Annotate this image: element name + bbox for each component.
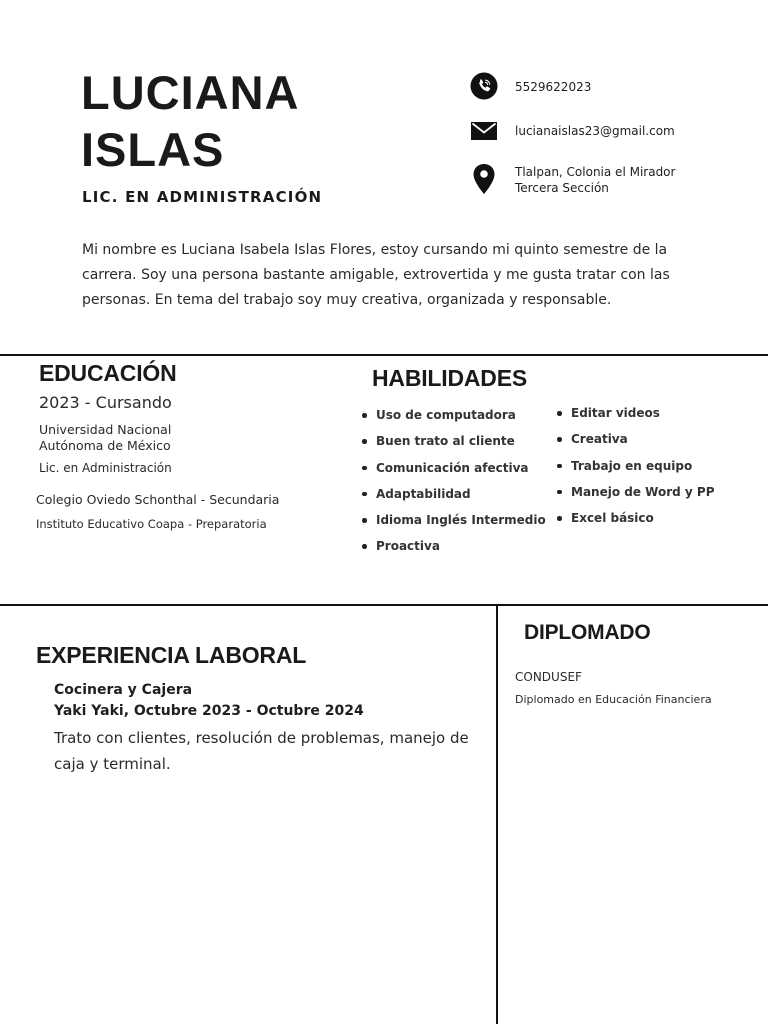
contact-phone [468,70,758,102]
skills-list-1 [360,407,546,565]
school-prep: Instituto Educativo Coapa - Preparatoria [36,517,267,531]
name-first: LUCIANA [81,66,300,119]
skill-item: Comunicación afectiva [360,460,546,486]
skill-item: Manejo de Word y PP [555,484,715,510]
divider-vertical [496,605,498,1024]
skills-list-2 [555,405,715,536]
education-period: 2023 - Cursando [39,393,172,412]
phone-icon [468,70,500,102]
skill-item: Creativa [555,431,715,457]
diploma-heading: DIPLOMADO [524,621,651,644]
profile-summary: Mi nombre es Luciana Isabela Islas Flores, estoy cursando mi quinto semestre de la carrera. Soy una persona bastante amigable, extrovertida y me gusta tratar con las personas. En tema del trabajo soy muy creativa, organizada y responsable. [82,242,670,308]
skill-item: Editar videos [555,405,715,431]
job-description: Trato con clientes, resolución de problemas, manejo de caja y terminal. [54,729,469,773]
education-heading: EDUCACIÓN [39,360,177,386]
email-address[interactable]: lucianaislas23@gmail.com [515,124,675,138]
job-title: Cocinera y Cajera [54,682,193,698]
address-line-1: Tlalpan, Colonia el Mirador [515,165,676,179]
skill-item: Adaptabilidad [360,486,546,512]
professional-title: LIC. EN ADMINISTRACIÓN [82,188,323,206]
skill-item: Idioma Inglés Intermedio [360,512,546,538]
divider-top [0,354,768,356]
experience-heading: EXPERIENCIA LABORAL [36,642,307,668]
address-text [515,163,675,196]
contact-email [468,115,758,147]
address-line-2: Tercera Sección [515,181,609,195]
university-line-1: Universidad Nacional [39,422,172,437]
divider-middle [0,604,768,606]
skills-heading: HABILIDADES [372,365,527,391]
location-icon [468,163,500,195]
skill-item: Trabajo en equipo [555,458,715,484]
name-last: ISLAS [81,123,225,176]
skill-item: Buen trato al cliente [360,433,546,459]
diploma-organization: CONDUSEF [515,670,582,684]
skill-item: Proactiva [360,538,546,564]
contact-address [468,163,758,196]
school-secondary: Colegio Oviedo Schonthal - Secundaria [36,492,280,507]
email-icon [468,115,500,147]
skill-item: Excel básico [555,510,715,536]
diploma-name: Diplomado en Educación Financiera [515,693,712,706]
education-degree: Lic. en Administración [39,461,172,475]
phone-number[interactable]: 5529622023 [515,80,592,94]
university-line-2: Autónoma de México [39,438,171,453]
full-name [81,64,299,178]
skill-item: Uso de computadora [360,407,546,433]
job-company-dates: Yaki Yaki, Octubre 2023 - Octubre 2024 [54,703,364,719]
